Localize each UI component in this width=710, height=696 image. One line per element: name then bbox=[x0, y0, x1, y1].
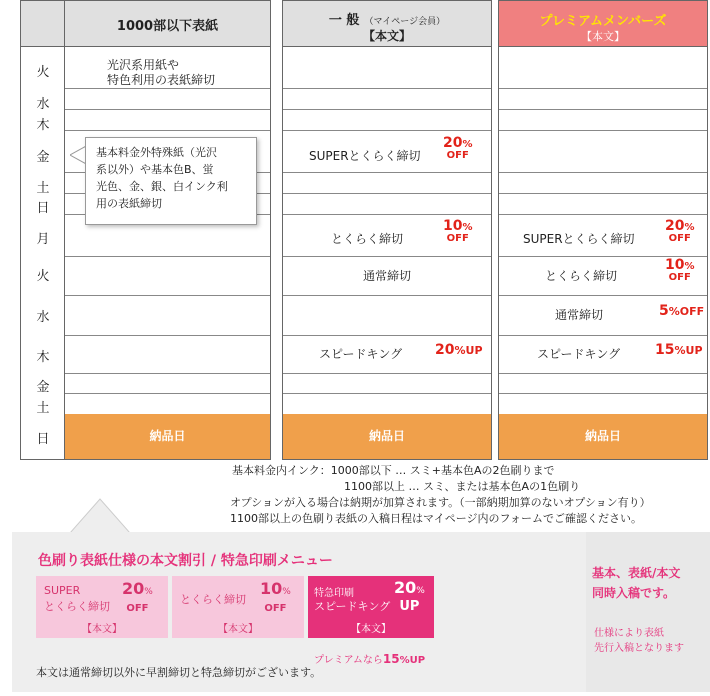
day-label: 月 bbox=[36, 232, 50, 247]
badge-percent: % bbox=[462, 139, 473, 150]
badge-number: 10 bbox=[260, 579, 283, 598]
day-label: 日 bbox=[36, 432, 50, 447]
cover-column-title: 1000部以下表紙 bbox=[116, 19, 219, 34]
tokuraku-deadline: とくらく締切 bbox=[545, 269, 618, 283]
promo-box-line: スピードキング bbox=[314, 600, 391, 613]
badge-number: 10 bbox=[443, 218, 463, 234]
row-divider bbox=[499, 130, 707, 131]
day-label: 日 bbox=[36, 201, 50, 216]
delivery-day-bar: 納品日 bbox=[283, 414, 491, 459]
promo-box-line: とくらく締切 bbox=[44, 600, 110, 613]
row-divider bbox=[499, 88, 707, 89]
badge-number: 20 bbox=[665, 218, 685, 234]
badge-percent: % bbox=[684, 261, 695, 272]
badge-off: OFF bbox=[264, 603, 287, 614]
side-sub-line2: 先行入稿となります bbox=[594, 643, 684, 654]
promo-box-tag: 【本文】 bbox=[351, 624, 391, 635]
promo-box-line: SUPER bbox=[44, 584, 81, 597]
general-title-main: 一 般 bbox=[328, 13, 360, 28]
premium-note-prefix: プレミアムなら bbox=[314, 655, 383, 666]
badge-rest: %UP bbox=[454, 344, 483, 357]
row-divider bbox=[283, 393, 491, 394]
premium-column-title: プレミアムメンバーズ bbox=[539, 14, 667, 29]
row-divider bbox=[65, 109, 270, 110]
discount-badge-10-off bbox=[443, 218, 473, 244]
promo-box-badge bbox=[394, 578, 425, 614]
day-label: 金 bbox=[36, 380, 50, 395]
promo-pointer bbox=[70, 497, 130, 533]
row-divider bbox=[65, 130, 270, 131]
promo-tokuraku bbox=[172, 576, 304, 638]
badge-number: 5 bbox=[659, 303, 669, 319]
normal-deadline: 通常締切 bbox=[555, 308, 604, 322]
side-main-line1: 基本、表紙/本文 bbox=[592, 566, 681, 580]
super-tokuraku-deadline: SUPERとくらく締切 bbox=[309, 149, 421, 163]
row-divider bbox=[283, 88, 491, 89]
row-divider bbox=[283, 109, 491, 110]
color-cover-note: 1100部以上の色刷り表紙の入稿日程はマイページ内のフォームでご確認ください。 bbox=[230, 512, 643, 525]
badge-number: 10 bbox=[665, 257, 685, 273]
row-divider bbox=[283, 193, 491, 194]
row-divider bbox=[283, 172, 491, 173]
general-column-tag: 【本文】 bbox=[362, 29, 411, 43]
row-divider bbox=[65, 88, 270, 89]
delivery-day-bar: 納品日 bbox=[65, 414, 270, 459]
day-label: 火 bbox=[36, 269, 50, 284]
badge-percent: % bbox=[144, 587, 153, 597]
row-divider bbox=[499, 109, 707, 110]
row-divider bbox=[65, 373, 270, 374]
row-divider bbox=[499, 193, 707, 194]
super-tokuraku-deadline: SUPERとくらく締切 bbox=[523, 232, 635, 246]
promo-super-tokuraku bbox=[36, 576, 168, 638]
day-label: 火 bbox=[36, 65, 50, 80]
special-paper-tooltip bbox=[85, 137, 257, 225]
row-divider bbox=[499, 393, 707, 394]
premium-column-tag: 【本文】 bbox=[581, 30, 625, 43]
promo-box-badge bbox=[122, 579, 153, 615]
row-divider bbox=[499, 335, 707, 336]
badge-number: 20 bbox=[394, 578, 417, 597]
premium-speed-note bbox=[314, 648, 425, 667]
ink-note-line1: 基本料金内インク：1000部以下 … スミ+基本色Aの2色刷りまで bbox=[232, 464, 555, 477]
row-divider bbox=[65, 256, 270, 257]
row-divider bbox=[283, 214, 491, 215]
badge-off: OFF bbox=[668, 233, 691, 244]
general-column-title bbox=[283, 9, 491, 28]
tooltip-line: 用の表紙締切 bbox=[96, 197, 162, 210]
badge-number: 20 bbox=[122, 579, 145, 598]
promo-box-tag: 【本文】 bbox=[218, 624, 258, 635]
ink-note-line2: 1100部以上 … スミ、または基本色Aの1色刷り bbox=[344, 480, 581, 493]
badge-rest: %UP bbox=[674, 344, 703, 357]
side-main-line2: 同時入稿です。 bbox=[592, 586, 676, 600]
discount-badge-5-off bbox=[659, 303, 705, 319]
delivery-day-bar: 納品日 bbox=[499, 414, 707, 459]
row-divider bbox=[283, 295, 491, 296]
badge-off: OFF bbox=[446, 233, 469, 244]
badge-number: 15 bbox=[655, 342, 675, 358]
cover-deadline-line2: 特色利用の表紙締切 bbox=[107, 73, 216, 87]
badge-percent: % bbox=[282, 587, 291, 597]
day-column-header bbox=[21, 1, 64, 47]
option-note: オプションが入る場合は納期が加算されます。（一部納期加算のないオプション有り） bbox=[230, 496, 651, 509]
badge-percent: % bbox=[462, 222, 473, 233]
badge-off: OFF bbox=[126, 603, 149, 614]
badge-number: 20 bbox=[435, 342, 455, 358]
promo-box-line: 特急印刷 bbox=[314, 588, 354, 599]
day-label: 水 bbox=[36, 97, 50, 112]
row-divider bbox=[65, 335, 270, 336]
tokuraku-deadline: とくらく締切 bbox=[331, 232, 404, 246]
discount-badge-10-off bbox=[665, 257, 695, 283]
day-label: 金 bbox=[36, 150, 50, 165]
promo-speed-king bbox=[308, 576, 434, 638]
badge-up: UP bbox=[399, 599, 420, 614]
speed-king: スピードキング bbox=[319, 347, 403, 361]
badge-percent: % bbox=[684, 222, 695, 233]
badge-off: OFF bbox=[446, 150, 469, 161]
row-divider bbox=[65, 393, 270, 394]
speed-king: スピードキング bbox=[537, 347, 621, 361]
day-column bbox=[20, 0, 65, 460]
premium-note-number: 15 bbox=[382, 652, 400, 666]
promo-panel bbox=[12, 532, 586, 692]
general-member-column bbox=[282, 0, 492, 460]
day-label: 土 bbox=[36, 181, 50, 196]
tooltip-line: 光色、金、銀、白インク利 bbox=[96, 180, 228, 193]
row-divider bbox=[283, 256, 491, 257]
promo-footer: 本文は通常締切以外に早割締切と特急締切がございます。 bbox=[36, 666, 322, 679]
speed-badge-20-up bbox=[435, 342, 483, 358]
tooltip-line: 基本料金外特殊紙（光沢 bbox=[96, 146, 217, 159]
day-label: 木 bbox=[36, 118, 50, 133]
row-divider bbox=[283, 335, 491, 336]
row-divider bbox=[499, 214, 707, 215]
general-title-sub: （マイページ会員） bbox=[364, 17, 446, 27]
day-label: 木 bbox=[36, 350, 50, 365]
promo-box-tag: 【本文】 bbox=[82, 624, 122, 635]
premium-note-rest: %UP bbox=[399, 655, 426, 666]
row-divider bbox=[65, 295, 270, 296]
cover-deadline-line1: 光沢系用紙や bbox=[107, 58, 180, 72]
row-divider bbox=[499, 172, 707, 173]
row-divider bbox=[283, 130, 491, 131]
premium-members-column bbox=[498, 0, 708, 460]
row-divider bbox=[283, 373, 491, 374]
row-divider bbox=[499, 373, 707, 374]
day-label: 水 bbox=[36, 310, 50, 325]
cover-deadline-column bbox=[64, 0, 271, 460]
discount-badge-20-off bbox=[665, 218, 695, 244]
promo-box-line: とくらく締切 bbox=[180, 593, 246, 606]
badge-percent: % bbox=[416, 586, 425, 596]
badge-off: OFF bbox=[668, 272, 691, 283]
side-sub-line1: 仕様により表紙 bbox=[594, 628, 664, 639]
speed-badge-15-up bbox=[655, 342, 703, 358]
badge-number: 20 bbox=[443, 135, 463, 151]
row-divider bbox=[499, 295, 707, 296]
discount-badge-20-off bbox=[443, 135, 473, 161]
normal-deadline: 通常締切 bbox=[362, 269, 411, 283]
promo-title: 色刷り表紙仕様の本文割引 / 特急印刷メニュー bbox=[38, 553, 333, 569]
promo-box-badge bbox=[260, 579, 291, 615]
day-label: 土 bbox=[36, 401, 50, 416]
simultaneous-submission-panel bbox=[586, 532, 710, 692]
badge-rest: %OFF bbox=[668, 305, 705, 318]
tooltip-line: 系以外）や基本色B、蛍 bbox=[96, 163, 214, 176]
